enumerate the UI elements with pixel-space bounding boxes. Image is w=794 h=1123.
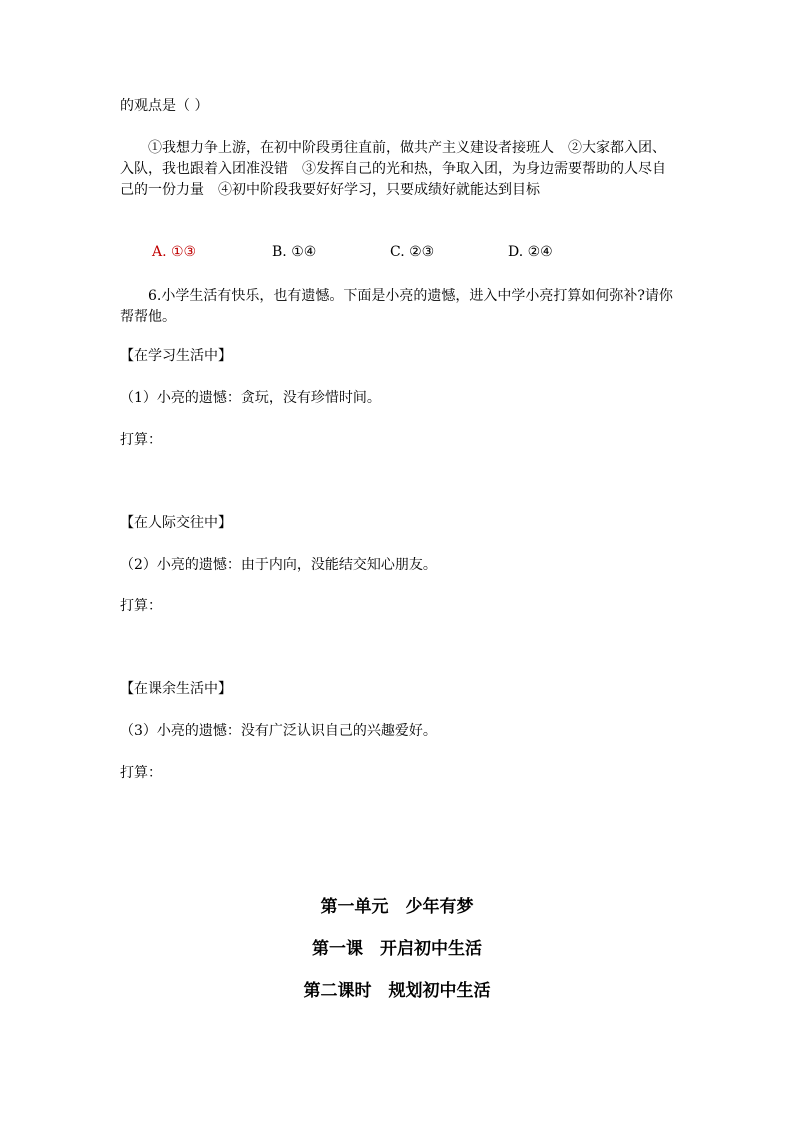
period-title: 第二课时 规划初中生活 — [303, 981, 491, 1001]
plan-label-2: 打算： — [120, 598, 162, 614]
unit-title: 第一单元 少年有梦 — [320, 897, 474, 917]
option-b: B. ①④ — [272, 244, 317, 260]
section-heading-social: 【在人际交往中】 — [120, 515, 232, 531]
section-heading-study: 【在学习生活中】 — [120, 348, 232, 364]
statements-paragraph: ①我想力争上游，在初中阶段勇往直前，做共产主义建设者接班人 ②大家都入团、入队，我也跟着入团准没错 ③发挥自己的光和热，争取入团，为身边需要帮助的人尽自己的一份力量 ④初中阶段我要好好学习，只要成绩好就能达到目标 — [120, 140, 666, 198]
regret-2: （2）小亮的遗憾：由于内向，没能结交知心朋友。 — [120, 557, 437, 573]
plan-label-3: 打算： — [120, 765, 162, 781]
option-d: D. ②④ — [508, 244, 553, 260]
option-c: C. ②③ — [390, 244, 435, 260]
section-heading-leisure: 【在课余生活中】 — [120, 681, 232, 697]
option-a: A. ①③ — [152, 244, 197, 260]
question-6-stem: 6.小学生活有快乐，也有遗憾。下面是小亮的遗憾，进入中学小亮打算如何弥补?请你帮帮他。 — [120, 288, 673, 325]
lesson-title: 第一课 开启初中生活 — [312, 939, 482, 959]
question-stem-tail: 的观点是（ ） — [120, 98, 209, 114]
regret-1: （1）小亮的遗憾：贪玩，没有珍惜时间。 — [120, 390, 381, 406]
plan-label-1: 打算： — [120, 432, 162, 448]
regret-3: （3）小亮的遗憾：没有广泛认识自己的兴趣爱好。 — [120, 723, 437, 739]
